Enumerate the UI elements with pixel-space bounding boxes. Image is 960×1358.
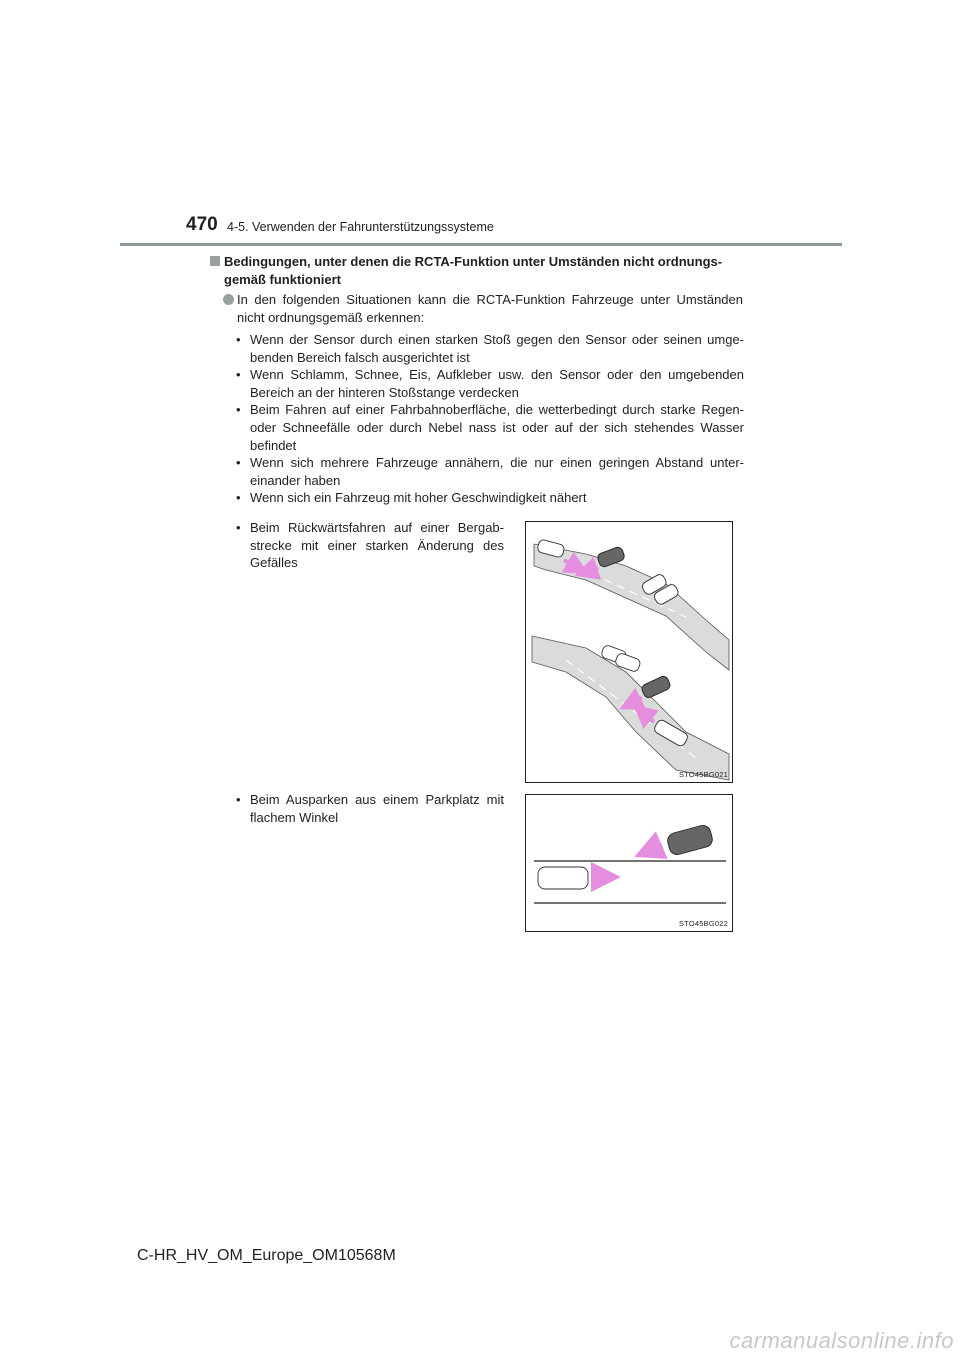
intro-text: In den folgenden Situationen kann die RCTA-Funktion Fahrzeuge unter Umständen nicht ordnungsgemäß erkennen: [237,292,743,325]
square-bullet-icon [210,256,220,266]
figure-item-downhill [236,519,504,572]
figure-label: STO45BG022 [679,919,728,928]
figure-angled-parking [525,794,733,932]
parking-illustration [526,795,732,931]
list-item: • Beim Ausparken aus einem Parkplatz mit flachem Winkel [236,792,504,825]
intro-paragraph [223,291,743,326]
list-item: • Beim Fahren auf einer Fahrbahnoberfläche, die wetterbedingt durch starke Regen- oder Schneefälle oder durch Nebel nass ist oder auf der sich stehendes Wasser befindet [236,402,744,453]
car-icon [666,824,714,857]
list-item: • Wenn sich ein Fahrzeug mit hoher Geschwindigkeit nähert [236,490,587,506]
header-rule [120,243,842,246]
section-title: 4-5. Verwenden der Fahrunterstützungssysteme [227,220,494,234]
condition-list [236,331,744,507]
circle-bullet-icon [223,294,234,305]
figure-label: STO45BG021 [679,770,728,779]
watermark: carmanualsonline.info [729,1328,954,1353]
section-heading-text: Bedingungen, unter denen die RCTA-Funktion unter Umständen nicht ordnungs-gemäß funktioniert [224,254,723,287]
car-icon [640,675,671,700]
car-icon [538,867,588,889]
list-item: • Wenn der Sensor durch einen starken Stoß gegen den Sensor oder seinen umge-benden Bereich falsch ausgerichtet ist [236,332,744,365]
arrow-icon [648,845,662,851]
list-item: • Beim Rückwärtsfahren auf einer Bergab-strecke mit einer starken Änderung des Gefälles [236,520,504,571]
page-number: 470 [186,214,218,235]
document-id: C-HR_HV_OM_Europe_OM10568M [137,1247,396,1264]
list-item: • Wenn sich mehrere Fahrzeuge annähern, die nur einen geringen Abstand unter-einander haben [236,455,744,488]
downhill-illustration [526,522,732,782]
section-heading [210,253,750,288]
figure-item-parking [236,791,504,826]
list-item: • Wenn Schlamm, Schnee, Eis, Aufkleber usw. den Sensor oder den umgebenden Bereich an der hinteren Stoßstange verdecken [236,367,744,400]
figure-downhill-slope [525,521,733,783]
